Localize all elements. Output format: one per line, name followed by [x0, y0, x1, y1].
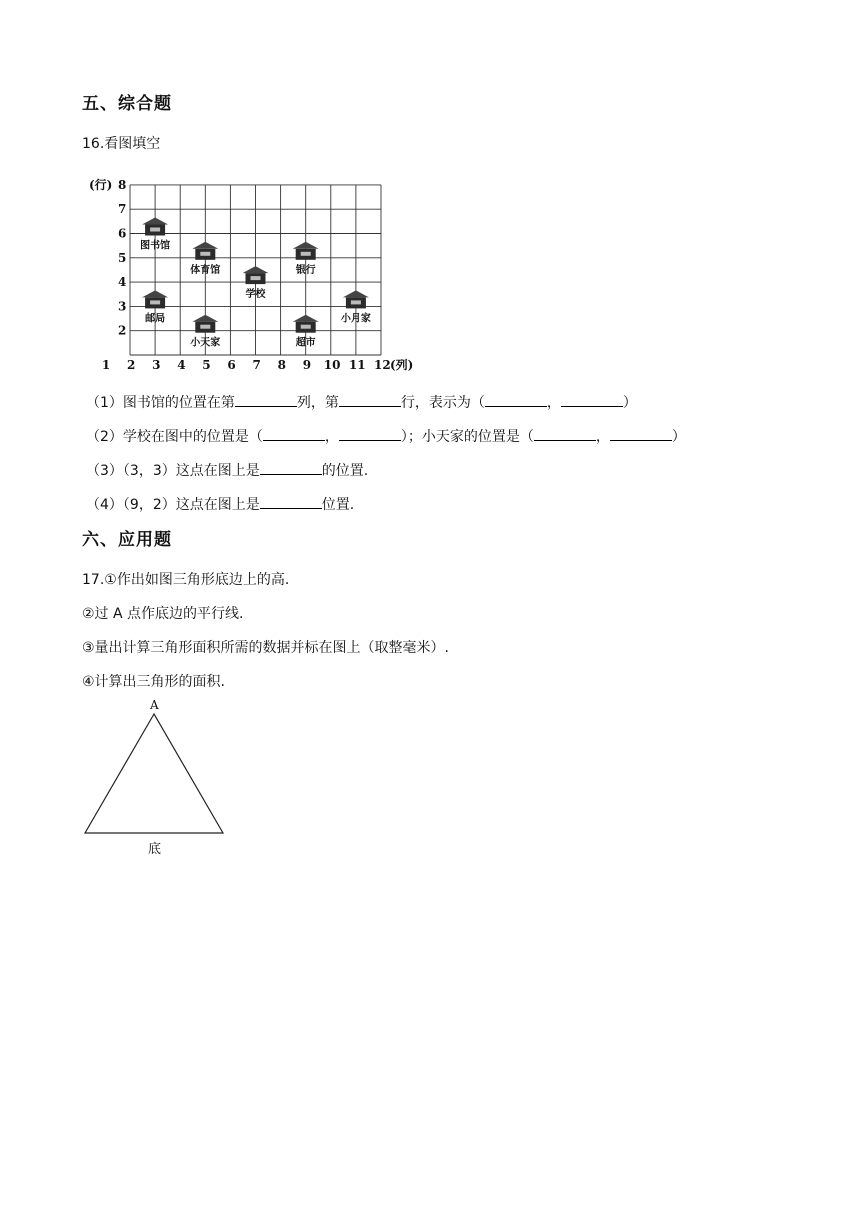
section-5-title: 五、综合题 — [82, 94, 172, 114]
q16-item-1-text-e: ） — [622, 395, 637, 411]
roof-icon — [293, 242, 319, 249]
q16-item-3-text-b: 的位置. — [321, 463, 369, 479]
row-tick-labels — [89, 177, 126, 338]
col-axis-label: (列) — [390, 358, 414, 372]
q16-item-4 — [86, 494, 354, 514]
roof-icon — [192, 315, 218, 322]
col-tick-label: 2 — [127, 358, 136, 372]
window-icon — [200, 325, 210, 329]
col-tick-label: 3 — [152, 358, 161, 372]
col-tick-labels — [102, 357, 413, 372]
roof-icon — [192, 242, 218, 249]
roof-icon — [243, 266, 269, 273]
window-icon — [251, 276, 261, 280]
q17-line-3: ③量出计算三角形面积所需的数据并标在图上（取整毫米）. — [82, 640, 449, 656]
window-icon — [150, 300, 160, 304]
q16-item-3-text-a: （3）（3，3）这点在图上是 — [86, 463, 260, 479]
roof-icon — [142, 218, 168, 225]
q16-item-2-text-e: ） — [671, 429, 686, 445]
answer-blank[interactable] — [339, 427, 401, 441]
answer-blank[interactable] — [339, 393, 401, 407]
window-icon — [200, 252, 210, 256]
place-label: 超市 — [295, 337, 316, 349]
place-label: 小月家 — [340, 313, 371, 325]
answer-blank[interactable] — [263, 427, 325, 441]
place-label: 邮局 — [145, 313, 166, 325]
row-tick-label: 8 — [118, 177, 127, 192]
answer-blank[interactable] — [610, 427, 672, 441]
q17-line-1: 17.①作出如图三角形底边上的高. — [82, 572, 290, 588]
q16-item-1 — [86, 392, 637, 412]
answer-blank[interactable] — [260, 461, 322, 475]
place-marker — [190, 315, 220, 349]
window-icon — [351, 300, 361, 304]
question-16-prompt: 16.看图填空 — [82, 136, 161, 152]
roof-icon — [142, 290, 168, 297]
place-marker — [142, 290, 168, 324]
roof-icon — [343, 290, 369, 297]
window-icon — [301, 325, 311, 329]
window-icon — [150, 228, 160, 232]
position-grid-figure — [85, 165, 455, 380]
q17-line-4: ④计算出三角形的面积. — [82, 674, 226, 690]
col-tick-label: 8 — [277, 358, 286, 372]
roof-icon — [293, 315, 319, 322]
row-tick-label: 3 — [118, 299, 127, 314]
col-tick-label: 12 — [374, 358, 391, 372]
place-marker — [293, 315, 319, 349]
q16-item-4-text-a: （4）（9，2）这点在图上是 — [86, 497, 260, 513]
row-tick-label: 4 — [118, 275, 127, 290]
section-6-title: 六、应用题 — [82, 530, 172, 550]
place-label: 体育馆 — [190, 264, 221, 276]
answer-blank[interactable] — [260, 495, 322, 509]
q17-line-2: ②过 A 点作底边的平行线. — [82, 606, 244, 622]
col-tick-label: 10 — [323, 358, 341, 372]
answer-blank[interactable] — [561, 393, 623, 407]
base-label: 底 — [148, 842, 162, 857]
q16-item-1-text-a: （1）图书馆的位置在第 — [86, 395, 235, 411]
q16-item-2 — [86, 426, 686, 446]
place-label: 学校 — [245, 289, 266, 301]
vertex-a-label: A — [150, 698, 159, 712]
row-tick-label: 5 — [118, 250, 127, 265]
place-label: 银行 — [295, 264, 316, 276]
q16-item-2-text-d: ， — [595, 429, 610, 445]
col-tick-label: 5 — [202, 358, 211, 372]
q16-item-1-text-c: 行，表示为（ — [400, 395, 485, 411]
place-label: 图书馆 — [140, 240, 171, 252]
place-marker — [341, 290, 371, 324]
window-icon — [301, 252, 311, 256]
q16-item-3 — [86, 460, 368, 480]
col-tick-label: 1 — [101, 358, 111, 372]
col-tick-label: 9 — [302, 358, 312, 372]
row-tick-label: 2 — [118, 323, 127, 338]
col-tick-label: 6 — [227, 358, 236, 372]
answer-blank[interactable] — [534, 427, 596, 441]
place-marker — [190, 242, 221, 276]
answer-blank[interactable] — [235, 393, 297, 407]
row-tick-label: 7 — [118, 202, 127, 217]
q16-item-2-text-c: ）；小天家的位置是（ — [400, 429, 534, 445]
place-marker — [293, 242, 319, 276]
place-label: 小天家 — [190, 337, 221, 349]
triangle-shape — [85, 714, 223, 833]
q16-item-1-text-b: 列，第 — [296, 395, 339, 411]
triangle-figure — [78, 694, 238, 860]
q16-item-1-text-d: ， — [546, 395, 561, 411]
answer-blank[interactable] — [485, 393, 547, 407]
col-tick-label: 4 — [177, 358, 186, 372]
q16-item-4-text-b: 位置. — [321, 497, 355, 513]
place-marker — [140, 218, 171, 252]
col-tick-label: 11 — [348, 358, 366, 372]
place-marker — [243, 266, 269, 300]
row-axis-label: (行) — [89, 177, 113, 192]
q16-item-2-text-a: （2）学校在图中的位置是（ — [86, 429, 263, 445]
col-tick-label: 7 — [252, 358, 261, 372]
q16-item-2-text-b: ， — [324, 429, 339, 445]
row-tick-label: 6 — [118, 226, 127, 241]
